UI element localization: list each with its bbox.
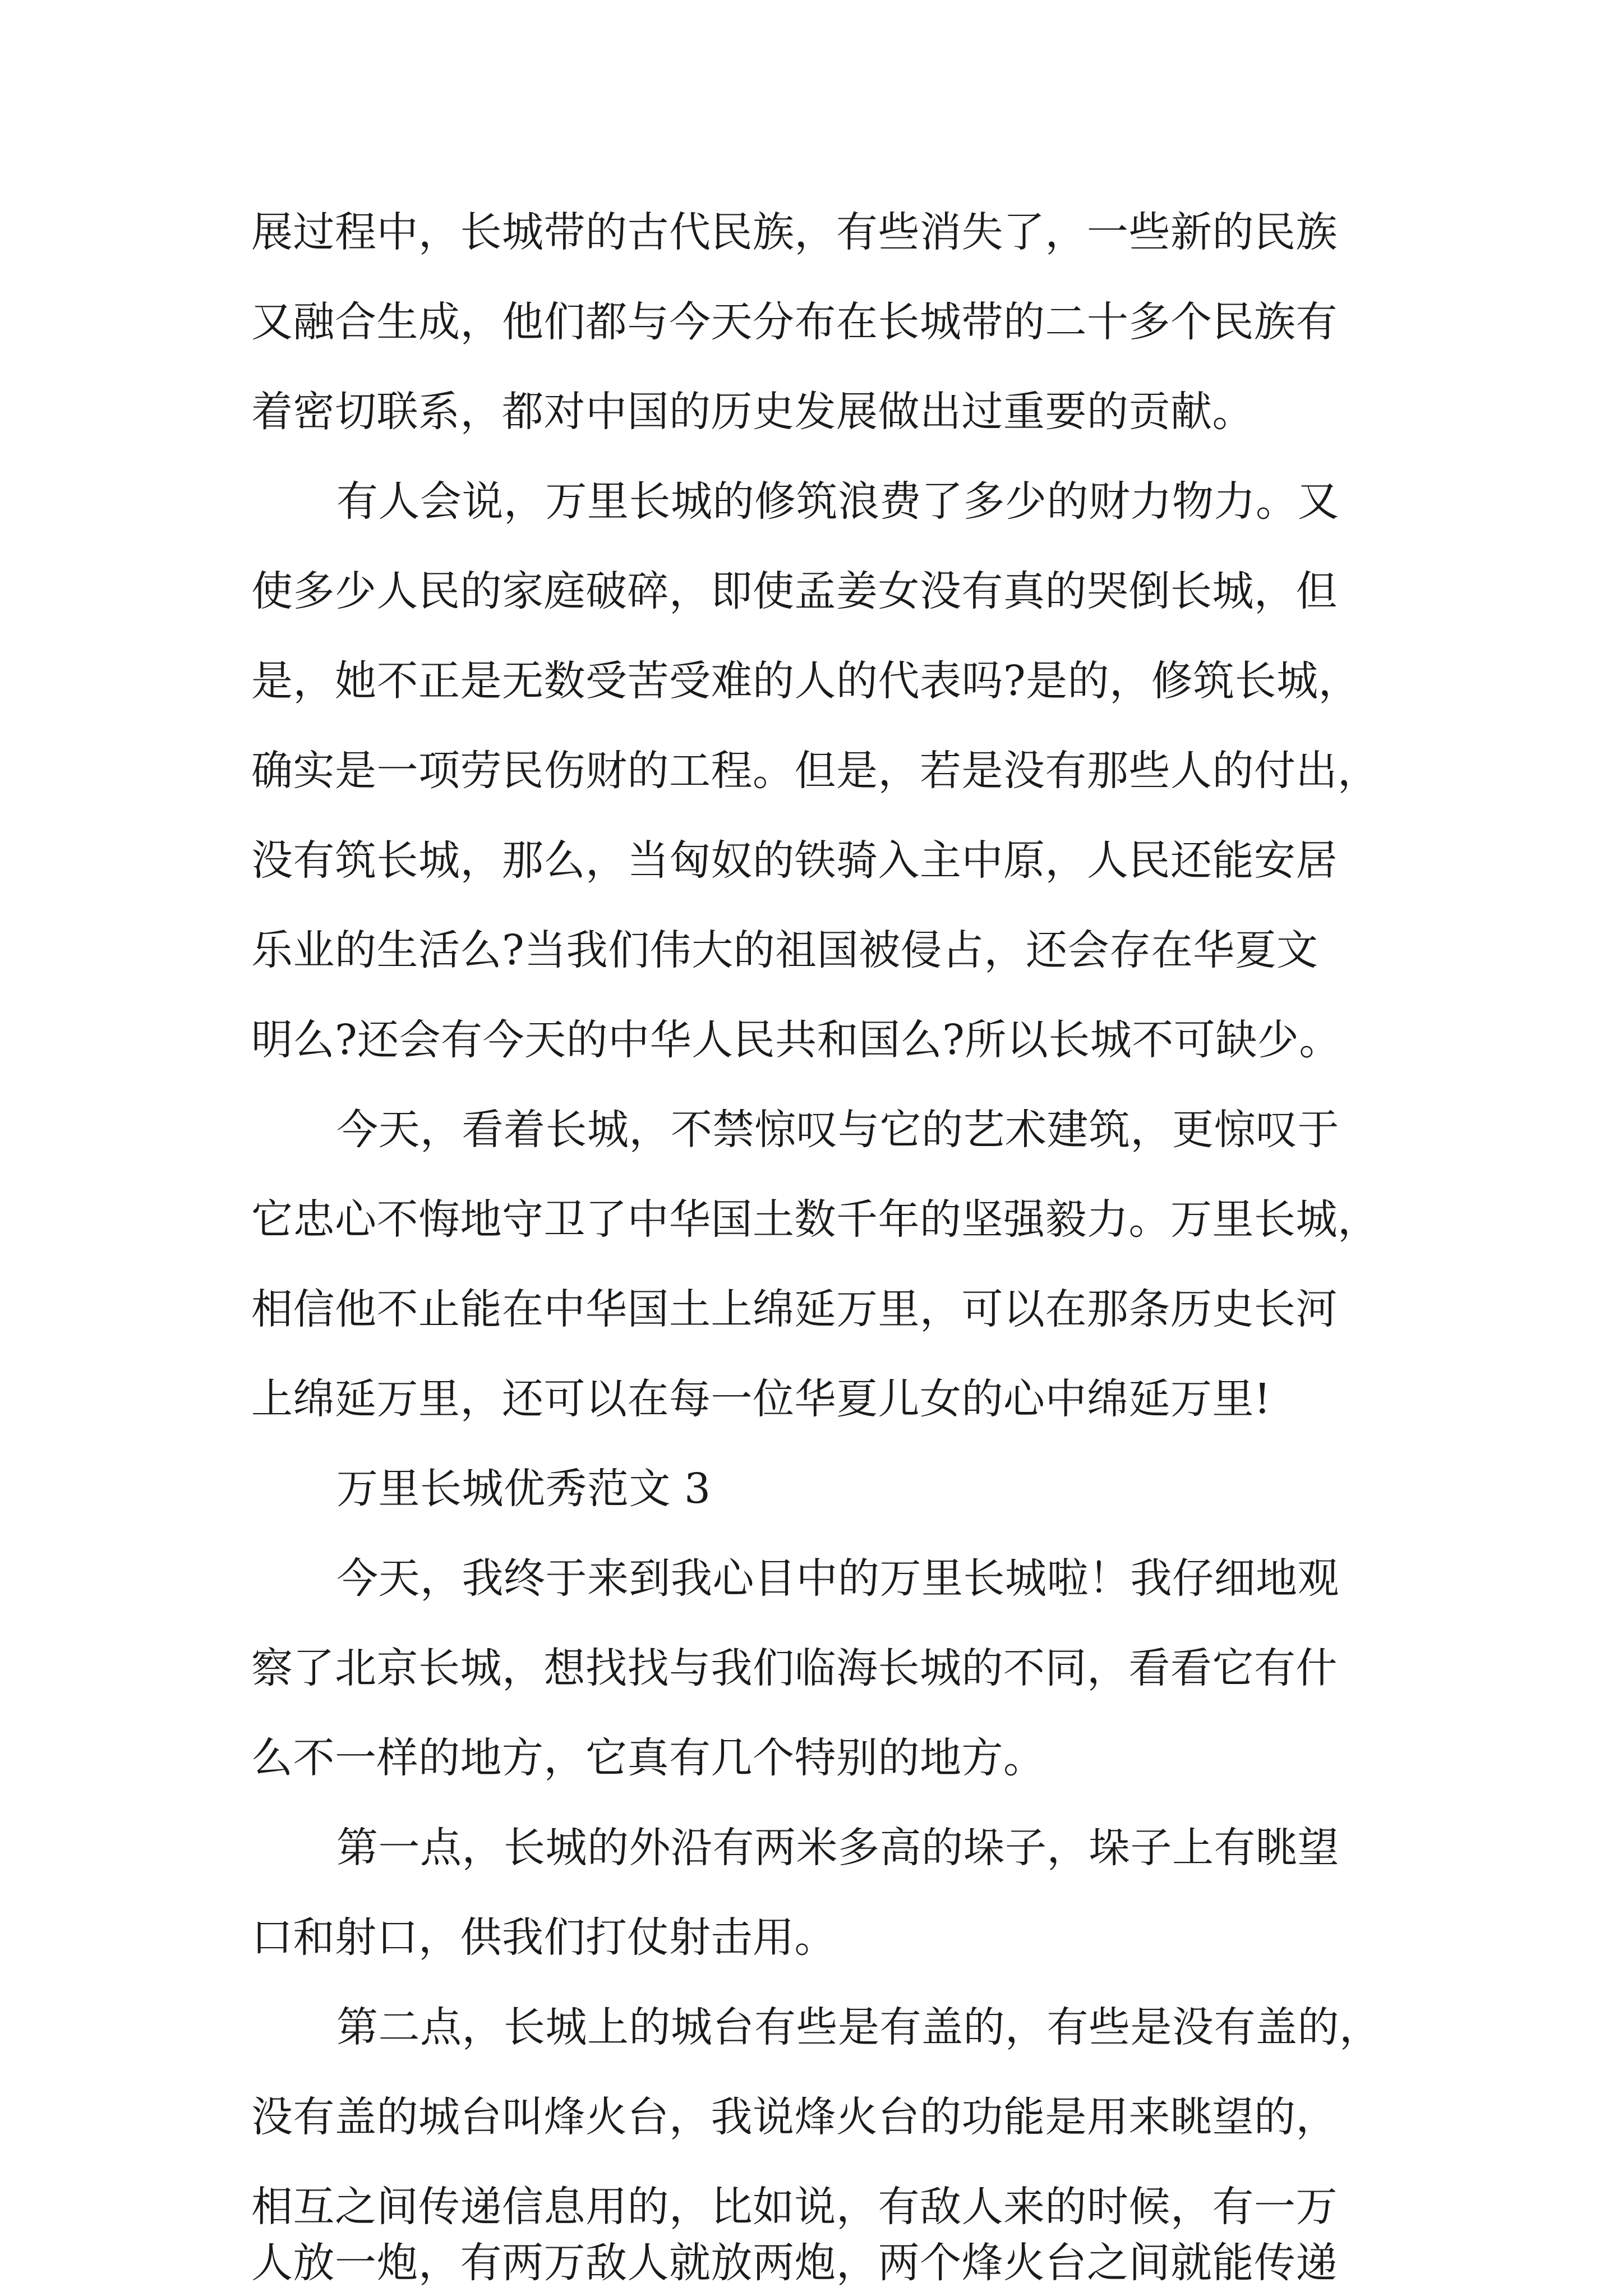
text-line: 是，她不正是无数受苦受难的人的代表吗?是的，修筑长城， [251, 657, 1361, 705]
text-line: 着密切联系，都对中国的历史发展做出过重要的贡献。 [251, 388, 1254, 436]
paragraph-start-line: 第二点，长城上的城台有些是有盖的，有些是没有盖的， [336, 2003, 1381, 2051]
text-line: 乐业的生活么?当我们伟大的祖国被侵占，还会存在华夏文 [251, 926, 1318, 974]
paragraph-start-line: 第一点，长城的外沿有两米多高的垛子，垛子上有眺望 [336, 1824, 1339, 1872]
text-line: 人放一炮，有两万敌人就放两炮，两个烽火台之间就能传递 [251, 2239, 1338, 2287]
text-line: 相信他不止能在中华国土上绵延万里，可以在那条历史长河 [251, 1285, 1338, 1333]
text-line: 么不一样的地方，它真有几个特别的地方。 [251, 1734, 1045, 1782]
text-line: 使多少人民的家庭破碎，即使孟姜女没有真的哭倒长城，但 [251, 567, 1338, 615]
text-line: 又融合生成，他们都与今天分布在长城带的二十多个民族有 [251, 298, 1338, 346]
text-line: 确实是一项劳民伤财的工程。但是，若是没有那些人的付出， [251, 747, 1380, 795]
text-line: 上绵延万里，还可以在每一位华夏儿女的心中绵延万里! [251, 1375, 1271, 1423]
text-line: 相互之间传递信息用的，比如说，有敌人来的时候，有一万 [251, 2183, 1338, 2231]
text-line: 口和射口，供我们打仗射击用。 [251, 1913, 836, 1962]
section-heading: 万里长城优秀范文 3 [336, 1465, 711, 1513]
text-line: 它忠心不悔地守卫了中华国土数千年的坚强毅力。万里长城， [251, 1195, 1380, 1244]
text-line: 展过程中，长城带的古代民族，有些消失了，一些新的民族 [251, 208, 1338, 256]
text-line: 察了北京长城，想找找与我们临海长城的不同，看看它有什 [251, 1644, 1338, 1692]
paragraph-start-line: 有人会说，万里长城的修筑浪费了多少的财力物力。又 [336, 477, 1339, 526]
paragraph-start-line: 今天，看着长城，不禁惊叹与它的艺术建筑，更惊叹于 [336, 1106, 1339, 1154]
text-line: 没有筑长城，那么，当匈奴的铁骑入主中原，人民还能安居 [251, 836, 1338, 885]
text-line: 明么?还会有今天的中华人民共和国么?所以长城不可缺少。 [251, 1016, 1341, 1064]
text-line: 没有盖的城台叫烽火台，我说烽火台的功能是用来眺望的， [251, 2093, 1338, 2141]
paragraph-start-line: 今天，我终于来到我心目中的万里长城啦！我仔细地观 [336, 1554, 1339, 1603]
